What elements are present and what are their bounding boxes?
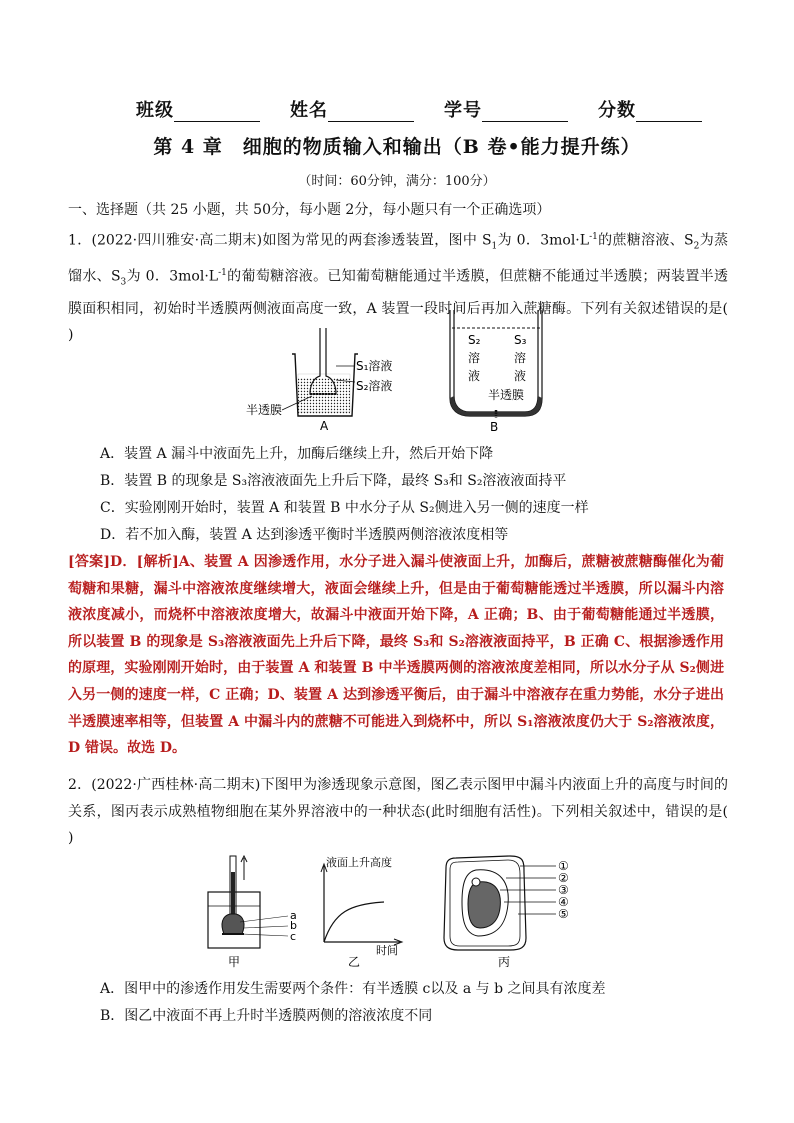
label-device-a: A xyxy=(320,419,329,433)
label-3: ③ xyxy=(558,883,569,897)
question-1-stem: 1．(2022·四川雅安·高二期末)如图为常见的两套渗透装置，图中 $S_1$为 0．$3mol\cdot L^{-1}$的蔗糖溶液、$S_2$为蒸馏水、$S_3$为 0．$3mol\cdot L^{-1}$的葡萄糖溶液。已知葡萄糖能通过半透膜，但蔗糖不能通过半透膜；两装置半透膜面积相同，初始时半透膜两侧液面高度一致，A 装置一段时间后再加入蔗糖酶。下列有关叙述错误的是( ) xyxy=(68,232,747,344)
label-device-b: B xyxy=(490,420,499,434)
question-1-option-d[interactable]: D．若不加入酶，装置 A 达到渗透平衡时半透膜两侧溶液浓度相等 xyxy=(100,527,509,543)
label-s1-solution: S₁溶液 xyxy=(356,359,393,373)
device-b xyxy=(450,310,542,434)
label-s3-b: S₃ xyxy=(514,333,527,347)
question-1-option-c[interactable]: C．实验刚刚开始时，装置 A 和装置 B 中水分子从 S₂侧进入另一侧的速度一样 xyxy=(100,500,589,516)
x-axis-label: 时间 xyxy=(376,944,398,957)
label-c: c xyxy=(290,930,297,943)
score-field[interactable]: 分数 xyxy=(598,96,702,122)
name-field[interactable]: 姓名 xyxy=(290,96,414,122)
label-membrane-a: 半透膜 xyxy=(246,403,283,417)
label-b: b xyxy=(290,919,297,932)
class-field[interactable]: 班级 xyxy=(136,96,260,122)
figure-yi xyxy=(321,855,402,969)
label-membrane-b: 半透膜 xyxy=(488,388,525,402)
label-2: ② xyxy=(558,871,569,885)
label-rong-left: 溶 xyxy=(468,351,481,365)
y-axis-label: 液面上升高度 xyxy=(326,856,392,869)
label-4: ④ xyxy=(558,895,569,909)
question-2-stem: 2．(2022·广西桂林·高二期末)下图甲为渗透现象示意图，图乙表示图甲中漏斗内液面上升的高度与时间的关系，图丙表示成熟植物细胞在某外界溶液中的一种状态(此时细胞有活性)。下列相关叙述中，错误的是( ) xyxy=(68,777,747,846)
label-jia: 甲 xyxy=(228,955,241,969)
label-5: ⑤ xyxy=(558,907,569,921)
student-info-header xyxy=(136,96,736,122)
osmosis-figure-jia-yi-bing xyxy=(200,852,620,972)
question-1-option-b[interactable]: B．装置 B 的现象是 S₃溶液液面先上升后下降，最终 S₃和 S₂溶液液面持平 xyxy=(100,473,567,489)
question-2-option-a[interactable]: A．图甲中的渗透作用发生需要两个条件：有半透膜 c以及 a 与 b 之间具有浓度差 xyxy=(100,981,606,997)
figure-jia xyxy=(208,856,297,969)
label-yi: 乙 xyxy=(348,955,361,969)
device-a xyxy=(246,328,392,433)
question-2-option-b[interactable]: B．图乙中液面不再上升时半透膜两侧的溶液浓度不同 xyxy=(100,1008,433,1024)
question-1-answer-explanation: [答案]D．[解析]A、装置 A 因渗透作用，水分子进入漏斗使液面上升，加酶后，蔗糖被蔗糖酶催化为葡萄糖和果糖，漏斗中溶液浓度继续增大，液面会继续上升，但是由于葡萄糖能透过半透膜，所以漏斗内溶液浓度减小，而烧杯中溶液浓度增大，故漏斗中液面开始下降，A 正确；B、由于葡萄糖能通过半透膜，所以装置 B 的现象是 S₃溶液液面先上升后下降，最终 S₃和 S₂溶液液面持平，B 正确 C、根据渗透作用的原理，实验刚刚开始时，由于装置 A 和装置 B 中半透膜两侧的溶液浓度差相同，所以水分子从 S₂侧进入另一侧的速度一样，C 正确；D、装置 A 达到渗透平衡后，由于漏斗中溶液存在重力势能，水分子进出半透膜速率相等，但装置 A 中漏斗内的蔗糖不可能进入到烧杯中，所以 S₁溶液浓度仍大于 S₂溶液浓度，D 错误。故选 D。 xyxy=(68,554,724,757)
question-1-option-a[interactable]: A．装置 A 漏斗中液面先上升，加酶后继续上升，然后开始下降 xyxy=(100,446,494,462)
label-ye-left: 液 xyxy=(468,369,481,383)
student-id-field[interactable]: 学号 xyxy=(444,96,568,122)
label-rong-right: 溶 xyxy=(514,351,527,365)
label-s2-b: S₂ xyxy=(468,333,481,347)
osmosis-devices-figure xyxy=(240,306,560,436)
curve-line xyxy=(324,902,384,942)
label-a: a xyxy=(290,909,297,922)
section-heading: 一、选择题（共 25 小题，共 50分，每小题 2分，每小题只有一个正确选项） xyxy=(68,202,551,218)
label-1: ① xyxy=(558,859,569,873)
label-ye-right: 液 xyxy=(514,369,527,383)
time-and-score: （时间：60分钟，满分：100分） xyxy=(298,174,496,189)
label-bing: 丙 xyxy=(498,955,511,969)
figure-bing xyxy=(444,856,569,969)
page-title: 第 4 章 细胞的物质输入和输出（B 卷•能力提升练） xyxy=(153,136,641,158)
label-s2-solution: S₂溶液 xyxy=(356,379,393,393)
